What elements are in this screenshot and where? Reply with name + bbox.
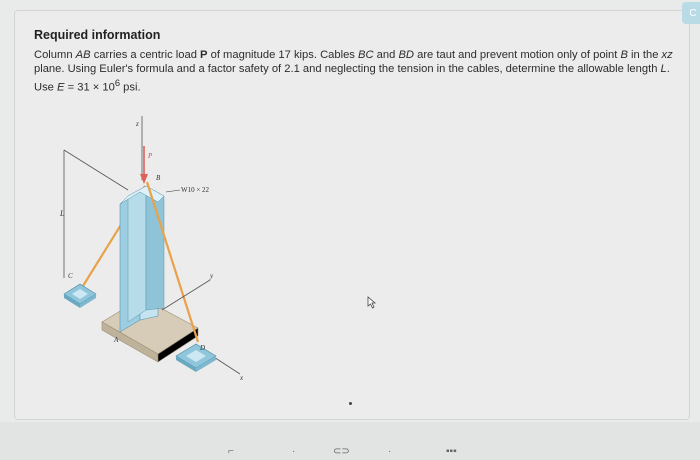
label-x: x [240,374,244,382]
section-heading: Required information [34,28,161,42]
toolbar-icon-3[interactable]: · [388,446,392,457]
grid-icon[interactable]: ▪▪▪ [446,446,457,457]
side-button-label: C [689,7,697,19]
label-a: A [114,336,119,344]
toolbar-icon-2[interactable]: · [292,446,296,457]
problem-statement: Column AB carries a centric load P of magnitude 17 kips. Cables BC and BD are taut and prevent motion only of point B in the xz plane. Using Euler's formula and a factor safety of 2.1 and neglecting the tension in the cables, determine the allowable length L. Use $E = 31 \times 10^6$ psi. [34,49,673,94]
dimension-top-line [64,150,128,190]
label-y: y [210,272,214,280]
label-p: P [148,152,153,160]
stray-dot [349,402,352,405]
label-z: z [136,120,139,128]
label-l: L [60,209,65,218]
label-d: D [200,344,206,352]
toolbar-icon-1[interactable]: ⌐ [228,446,234,457]
side-panel-button[interactable] [682,2,700,24]
label-b: B [156,174,161,182]
label-c: C [68,272,73,280]
column-figure [50,110,250,388]
label-section: W10 × 22 [181,186,210,194]
bottom-toolbar [0,422,700,460]
mouse-pointer-icon [366,296,378,310]
link-icon[interactable]: ⊂⊃ [333,446,350,457]
